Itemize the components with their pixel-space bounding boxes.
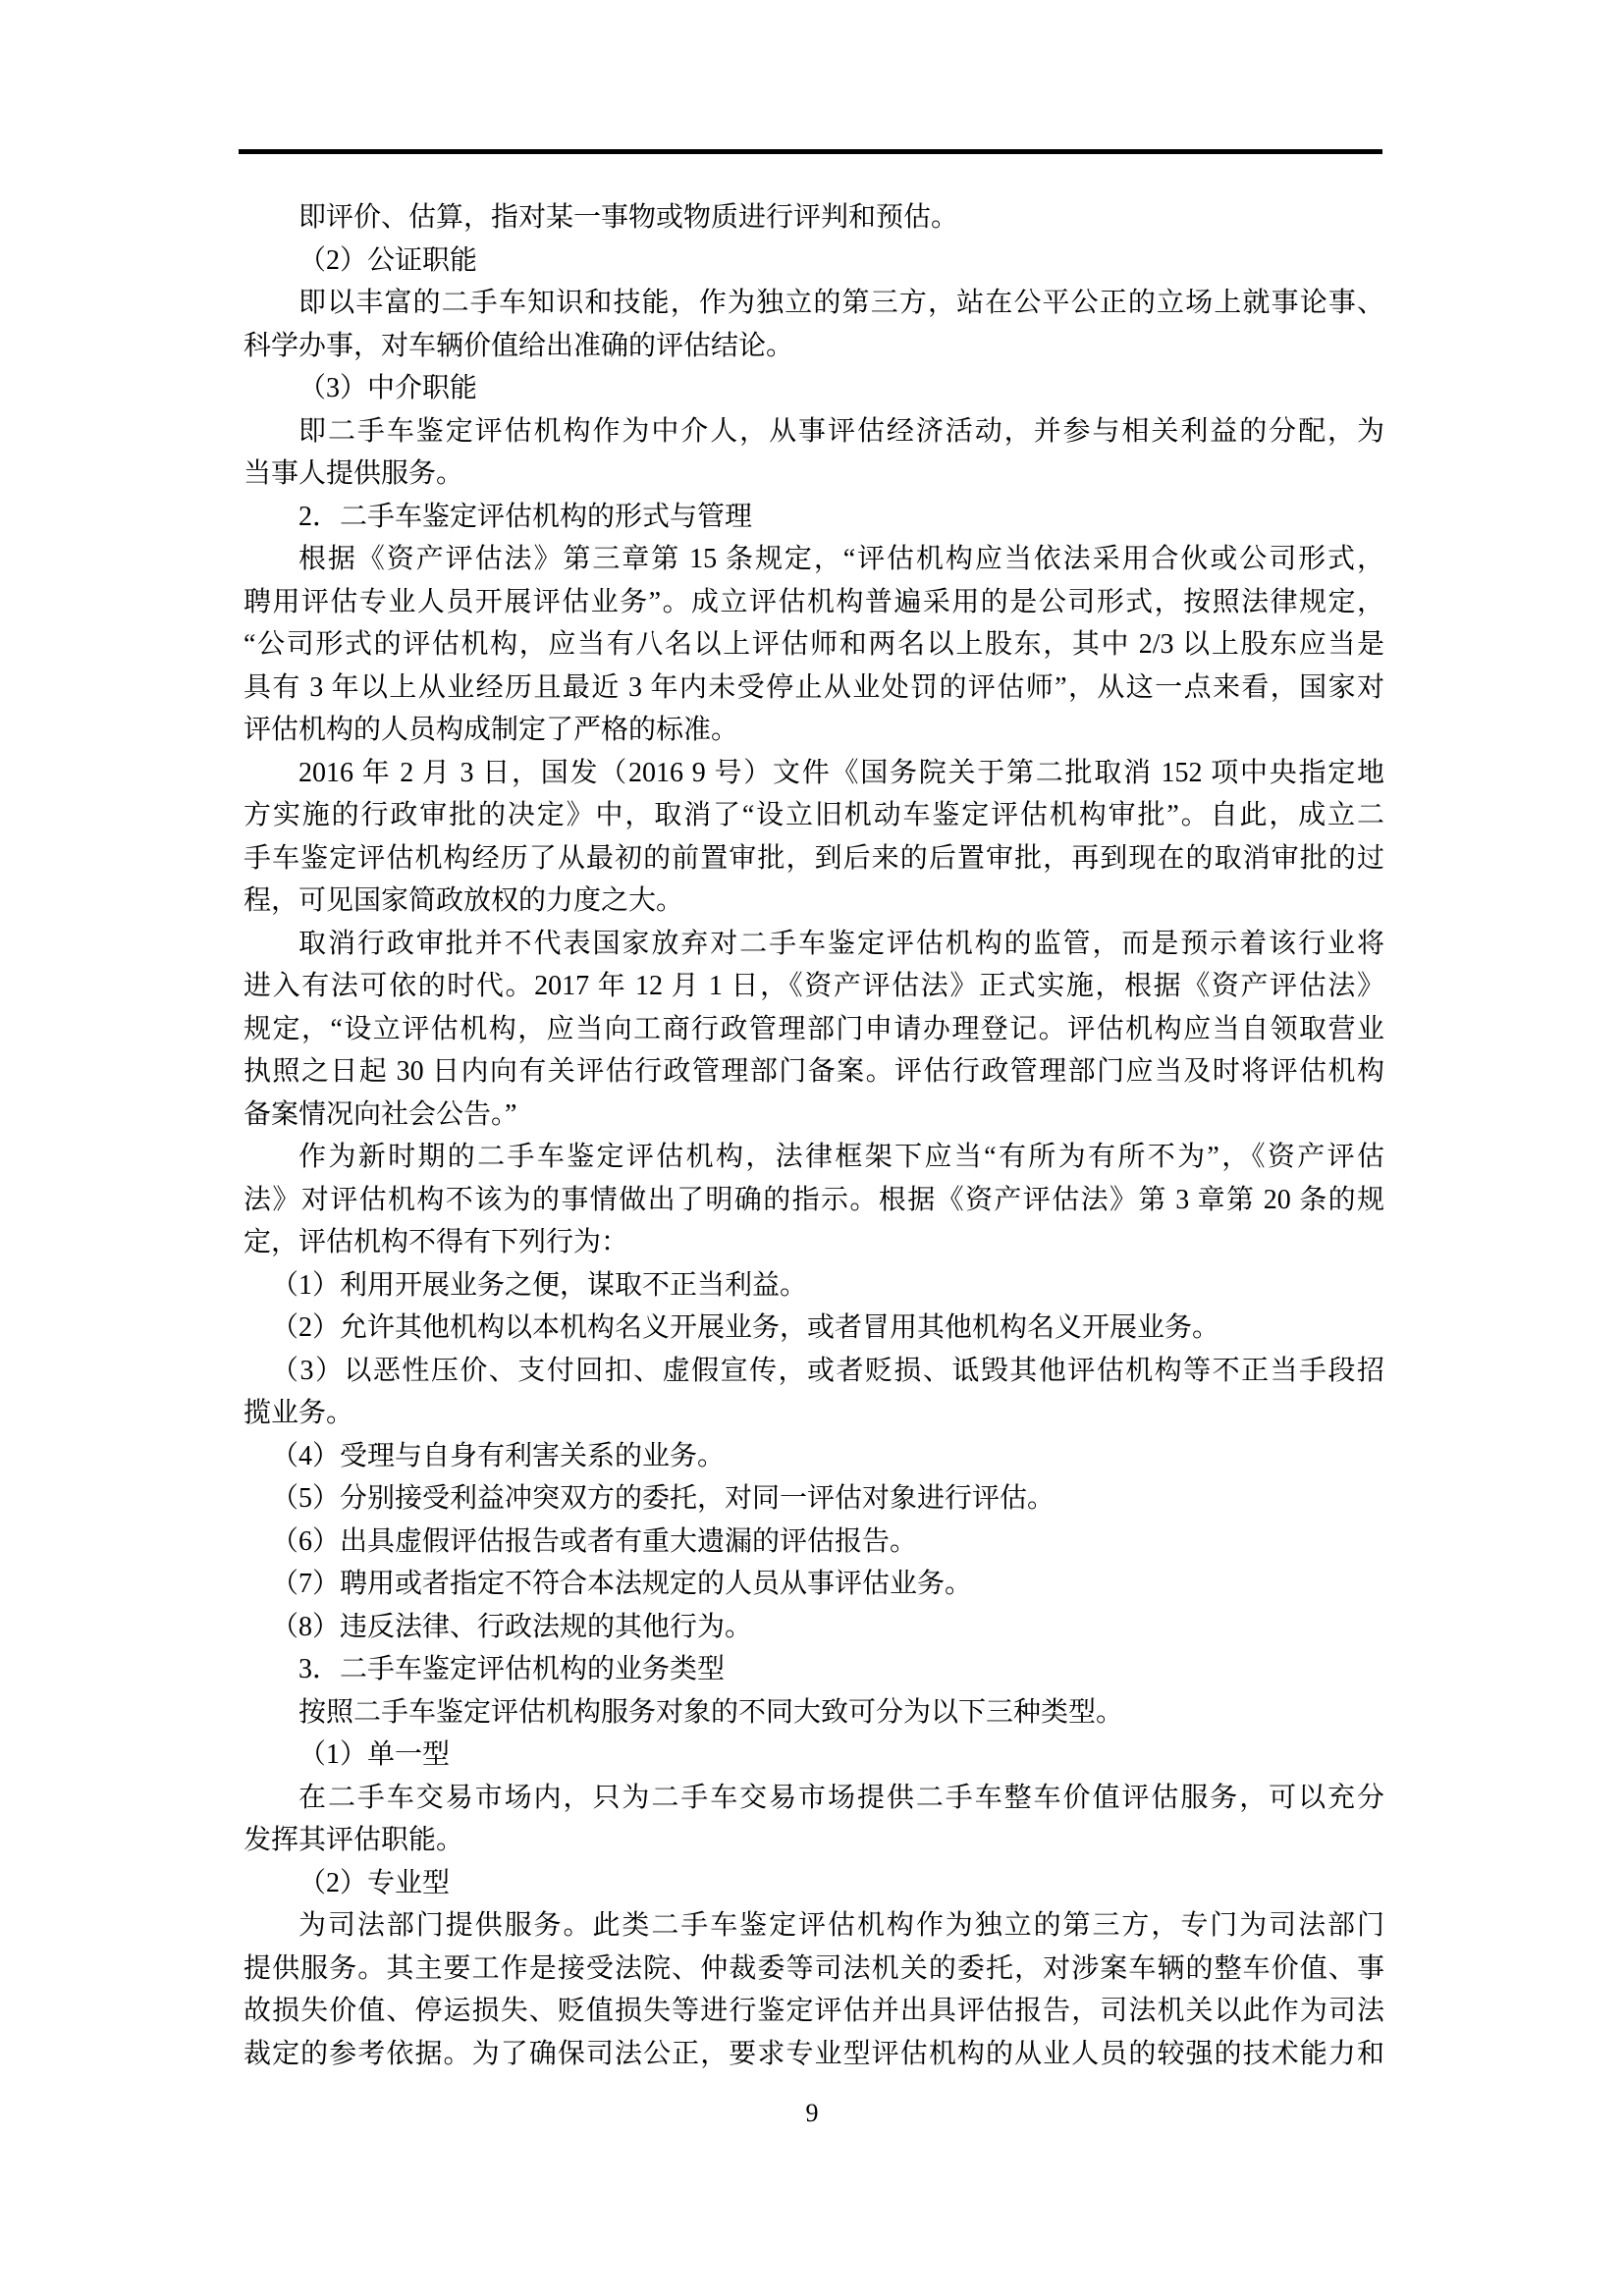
text-line: 聘用评估专业人员开展评估业务”。成立评估机构普遍采用的是公司形式，按照法律规定，	[244, 586, 1384, 617]
text-line: 当事人提供服务。	[244, 458, 464, 489]
text-line: 评估机构的人员构成制定了严格的标准。	[244, 715, 739, 745]
text-line: （3）中介职能	[298, 373, 478, 403]
text-line: 手车鉴定评估机构经历了从最初的前置审批，到后来的后置审批，再到现在的取消审批的过	[244, 842, 1384, 874]
text-line: （4）受理与自身有利害关系的业务。	[271, 1440, 726, 1471]
text-line: 提供服务。其主要工作是接受法院、仲裁委等司法机关的委托，对涉案车辆的整车价值、事	[244, 1952, 1384, 1984]
text-line: （6）出具虚假评估报告或者有重大遗漏的评估报告。	[271, 1525, 918, 1557]
text-line: 根据《资产评估法》第三章第 15 条规定，“评估机构应当依法采用合伙或公司形式，	[298, 544, 1384, 574]
text-line: “公司形式的评估机构，应当有八名以上评估师和两名以上股东，其中 2/3 以上股东应当是	[244, 629, 1384, 660]
text-line: 3．二手车鉴定评估机构的业务类型	[298, 1654, 726, 1684]
text-line: （2）专业型	[298, 1867, 451, 1898]
text-line: 具有 3 年以上从业经历且最近 3 年内未受停止从业处罚的评估师”，从这一点来看，国家对	[244, 671, 1384, 703]
text-line: （7）聘用或者指定不符合本法规定的人员从事评估业务。	[271, 1569, 973, 1599]
text-line: （1）利用开展业务之便，谋取不正当利益。	[271, 1269, 808, 1301]
text-line: （8）违反法律、行政法规的其他行为。	[271, 1611, 753, 1642]
text-body	[244, 196, 1384, 2075]
text-line: （5）分别接受利益冲突双方的委托，对同一评估对象进行评估。	[271, 1483, 1056, 1514]
text-line: 程，可见国家简政放权的力度之大。	[244, 885, 684, 916]
text-line: 定，评估机构不得有下列行为：	[244, 1227, 629, 1257]
text-line: （2）公证职能	[298, 244, 478, 276]
text-line: 2．二手车鉴定评估机构的形式与管理	[298, 501, 753, 532]
text-line: 即二手车鉴定评估机构作为中介人，从事评估经济活动，并参与相关利益的分配，为	[298, 415, 1384, 447]
text-line: 方实施的行政审批的决定》中，取消了“设立旧机动车鉴定评估机构审批”。自此，成立二	[244, 800, 1384, 830]
text-line: 取消行政审批并不代表国家放弃对二手车鉴定评估机构的监管，而是预示着该行业将	[298, 928, 1384, 959]
text-line: 故损失价值、停运损失、贬值损失等进行鉴定评估并出具评估报告，司法机关以此作为司法	[244, 1996, 1384, 2026]
page-number: 9	[805, 2099, 819, 2127]
text-line: 备案情况向社会公告。”	[244, 1098, 517, 1130]
text-line: 规定，“设立评估机构，应当向工商行政管理部门申请办理登记。评估机构应当自领取营业	[244, 1013, 1384, 1044]
text-line: 即评价、估算，指对某一事物或物质进行评判和预估。	[298, 202, 959, 233]
text-line: 按照二手车鉴定评估机构服务对象的不同大致可分为以下三种类型。	[298, 1696, 1124, 1728]
text-line: 执照之日起 30 日内向有关评估行政管理部门备案。评估行政管理部门应当及时将评估机构	[244, 1056, 1384, 1087]
text-line: 即以丰富的二手车知识和技能，作为独立的第三方，站在公平公正的立场上就事论事、	[298, 288, 1384, 318]
text-line: （1）单一型	[298, 1739, 451, 1770]
text-line: 科学办事，对车辆价值给出准确的评估结论。	[244, 330, 794, 361]
text-line: 2016 年 2 月 3 日，国发（2016 9 号）文件《国务院关于第二批取消 152 项中央指定地	[298, 757, 1384, 788]
text-line: 在二手车交易市场内，只为二手车交易市场提供二手车整车价值评估服务，可以充分	[298, 1782, 1384, 1813]
text-line: 为司法部门提供服务。此类二手车鉴定评估机构作为独立的第三方，专门为司法部门	[298, 1910, 1384, 1941]
text-line: 作为新时期的二手车鉴定评估机构，法律框架下应当“有所为有所不为”，《资产评估	[298, 1142, 1384, 1172]
text-line: 进入有法可依的时代。2017 年 12 月 1 日，《资产评估法》正式实施，根据《资产评估法》	[244, 971, 1384, 1001]
text-line: （3）以恶性压价、支付回扣、虚假宣传，或者贬损、诋毁其他评估机构等不正当手段招	[271, 1355, 1384, 1386]
header-rule	[239, 149, 1382, 154]
text-line: （2）允许其他机构以本机构名义开展业务，或者冒用其他机构名义开展业务。	[271, 1312, 1220, 1343]
text-line: 揽业务。	[244, 1398, 354, 1428]
text-line: 法》对评估机构不该为的事情做出了明确的指示。根据《资产评估法》第 3 章第 20 条的规	[244, 1184, 1384, 1215]
text-line: 裁定的参考依据。为了确保司法公正，要求专业型评估机构的从业人员的较强的技术能力和	[244, 2038, 1384, 2069]
text-line: 发挥其评估职能。	[244, 1825, 464, 1855]
